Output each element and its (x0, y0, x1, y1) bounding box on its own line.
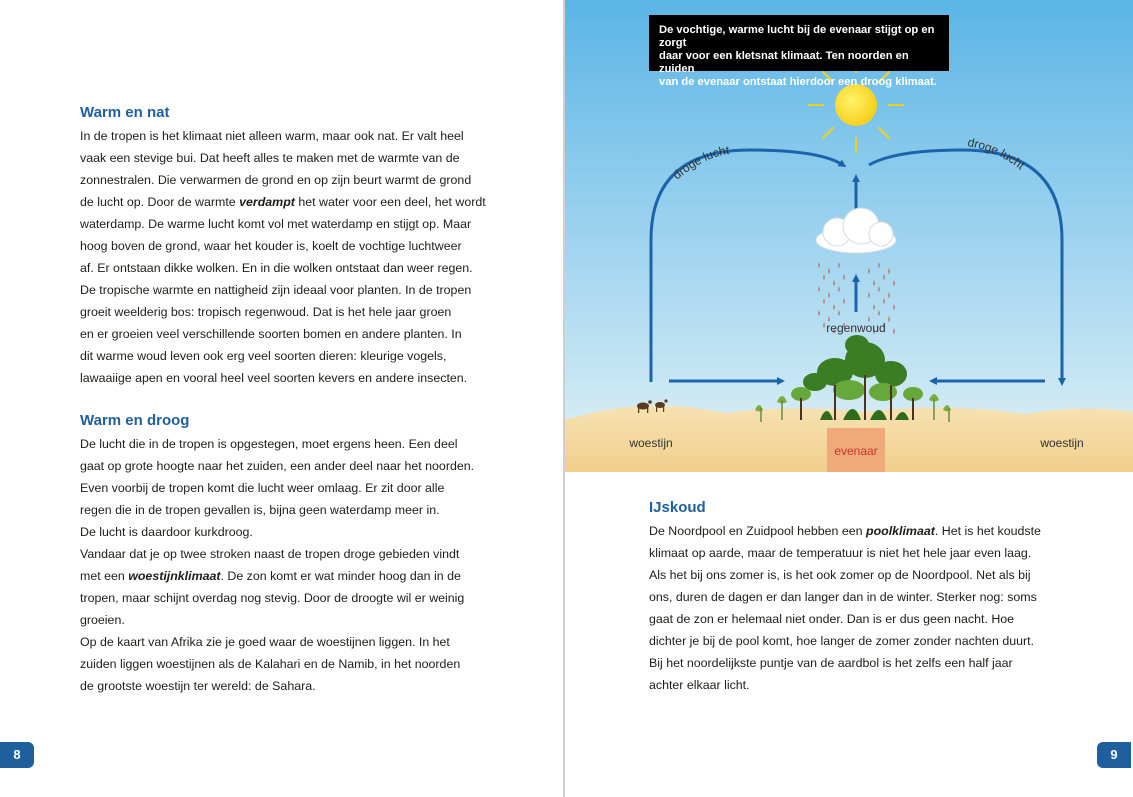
text-run: hoog boven de grond, waar het kouder is, koelt de vochtige luchtweer (80, 239, 462, 253)
text-run: het water voor een deel, het wordt (294, 195, 486, 209)
text-line (80, 609, 500, 631)
text-line (80, 213, 500, 235)
text-run: de lucht op. Door de warmte (80, 195, 240, 209)
text-line (80, 565, 500, 587)
text-line (80, 587, 500, 609)
text-line (80, 653, 500, 675)
section-warm-en-droog (80, 412, 500, 697)
text-run: gaat op grote hoogte naar het zuiden, een ander deel naar het noorden. (80, 459, 475, 473)
text-line (80, 235, 500, 257)
section-heading: IJskoud (649, 499, 706, 516)
text-run: met een (80, 569, 129, 583)
text-run: . De zon komt er wat minder hoog dan in de (220, 569, 461, 583)
text-line (80, 301, 500, 323)
key-term: woestijnklimaat (128, 569, 221, 583)
desert-label-right: woestijn (1040, 436, 1084, 450)
rainforest-label: regenwoud (826, 321, 886, 335)
text-line (80, 125, 500, 147)
text-line (80, 499, 500, 521)
section-warm-en-nat (80, 104, 500, 389)
text-run: Als het bij ons zomer is, is het ook zomer op de Noordpool. Net als bij (649, 568, 1031, 582)
text-line (649, 630, 1069, 652)
text-line (80, 279, 500, 301)
text-run: dichter je bij de pool komt, hoe langer de zomer zonder nachten duurt. (649, 634, 1035, 648)
caption-line: van de evenaar ontstaat hierdoor een droog klimaat. (659, 76, 937, 88)
page-number: 8 (0, 742, 34, 768)
section-heading: Warm en droog (80, 412, 190, 429)
text-line (80, 191, 500, 213)
left-page (0, 0, 563, 797)
text-line (80, 345, 500, 367)
caption-line: De vochtige, warme lucht bij de evenaar stijgt op en zorgt (659, 24, 935, 49)
dry-air-label-left: droge lucht (670, 143, 730, 183)
text-line (80, 323, 500, 345)
text-run: ons, duren de dagen er dan langer dan in de winter. Sterker nog: soms (649, 590, 1037, 604)
text-run: lawaaiige apen en vooral heel veel soorten kevers en andere insecten. (80, 371, 468, 385)
text-run: de grootste woestijn ter wereld: de Sahara. (80, 679, 316, 693)
caption-line: daar voor een kletsnat klimaat. Ten noorden en zuiden (659, 50, 909, 75)
text-run: Vandaar dat je op twee stroken naast de tropen droge gebieden vindt (80, 547, 460, 561)
desert-label-left: woestijn (629, 436, 673, 450)
text-line (649, 652, 1069, 674)
equator-label: evenaar (834, 444, 878, 458)
text-run: af. Er ontstaan dikke wolken. En in die wolken ontstaat dan weer regen. (80, 261, 473, 275)
section-body (649, 520, 1069, 696)
section-body (80, 433, 500, 697)
text-line (80, 631, 500, 653)
text-run: dit warme woud leven ook erg veel soorten dieren: kleurige vogels, (80, 349, 447, 363)
text-line (80, 169, 500, 191)
text-run: De tropische warmte en nattigheid zijn ideaal voor planten. In de tropen (80, 283, 472, 297)
text-run: achter elkaar licht. (649, 678, 750, 692)
text-run: De lucht die in de tropen is opgestegen, moet ergens heen. Een deel (80, 437, 458, 451)
text-line (649, 608, 1069, 630)
text-line (649, 586, 1069, 608)
text-run: Even voorbij de tropen komt die lucht weer omlaag. Er zit door alle (80, 481, 445, 495)
section-body (80, 125, 500, 389)
text-line (649, 520, 1069, 542)
text-run: . Het is het koudste (934, 524, 1041, 538)
text-run: regen die in de tropen gevallen is, bijna geen waterdamp meer in. (80, 503, 440, 517)
text-run: groeien. (80, 613, 125, 627)
key-term: poolklimaat (866, 524, 935, 538)
text-run: Op de kaart van Afrika zie je goed waar de woestijnen liggen. In het (80, 635, 450, 649)
text-line (80, 477, 500, 499)
text-run: en er groeien veel verschillende soorten bomen en andere planten. In (80, 327, 462, 341)
text-run: De lucht is daardoor kurkdroog. (80, 525, 253, 539)
text-run: vaak een stevige bui. Dat heeft alles te maken met de warmte van de (80, 151, 460, 165)
text-run: zuiden liggen woestijnen als de Kalahari en de Namib, in het noorden (80, 657, 461, 671)
text-run: In de tropen is het klimaat niet alleen warm, maar ook nat. Er valt heel (80, 129, 464, 143)
text-line (80, 147, 500, 169)
key-term: verdampt (239, 195, 295, 209)
text-run: gaat de zon er helemaal niet onder. Dan is er dus geen nacht. Hoe (649, 612, 1015, 626)
text-line (649, 674, 1069, 696)
text-run: groeit weelderig bos: tropisch regenwoud. Dat is het hele jaar groen (80, 305, 452, 319)
text-line (80, 675, 500, 697)
text-line (80, 455, 500, 477)
text-run: De Noordpool en Zuidpool hebben een (649, 524, 866, 538)
text-run: klimaat op aarde, maar de temperatuur is niet het hele jaar even laag. (649, 546, 1032, 560)
text-line (649, 542, 1069, 564)
text-line (80, 543, 500, 565)
diagram-caption (649, 15, 949, 88)
text-run: waterdamp. De warme lucht komt vol met waterdamp en stijgt op. Maar (80, 217, 472, 231)
text-line (80, 367, 500, 389)
section-heading: Warm en nat (80, 104, 170, 121)
text-line (80, 521, 500, 543)
dry-air-label-right: droge lucht (966, 135, 1028, 173)
text-run: zonnestralen. Die verwarmen de grond en op zijn beurt warmt de grond (80, 173, 472, 187)
text-run: Bij het noordelijkste puntje van de aardbol is het zelfs een half jaar (649, 656, 1013, 670)
text-line (80, 257, 500, 279)
text-run: tropen, maar schijnt overdag nog stevig. Door de droogte wil er weinig (80, 591, 465, 605)
text-line (80, 433, 500, 455)
section-ijskoud (649, 499, 1069, 696)
text-line (649, 564, 1069, 586)
page-number: 9 (1097, 742, 1131, 768)
